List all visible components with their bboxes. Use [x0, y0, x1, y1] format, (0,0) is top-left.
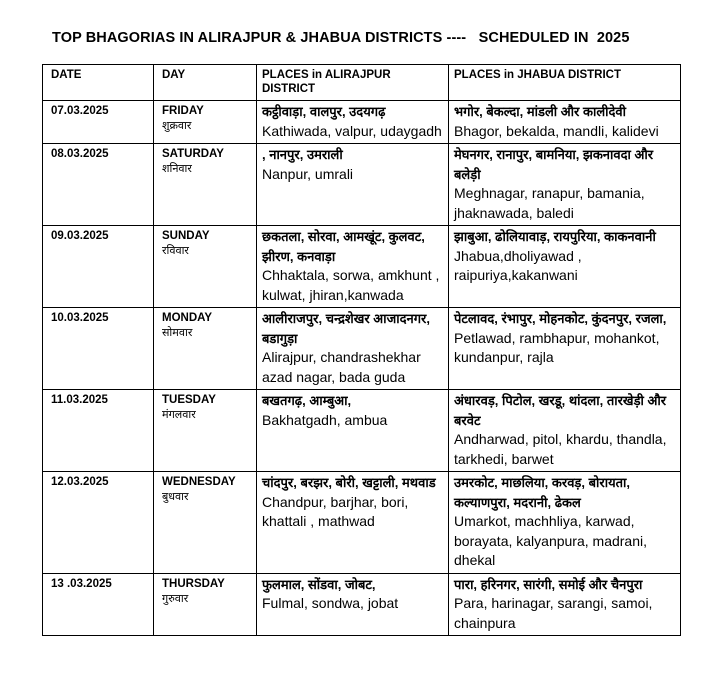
day-cell	[154, 144, 257, 226]
day-hindi: रविवार	[162, 245, 189, 257]
date-cell	[43, 144, 154, 226]
alirajpur-places-hindi: आलीराजपुर, चन्द्रशेखर आजादनगर, बडागुड़ा	[262, 311, 430, 346]
jhabua-places-cell	[449, 226, 681, 308]
day-cell	[154, 101, 257, 144]
day-english: WEDNESDAY	[162, 476, 236, 488]
alirajpur-places-hindi: , नानपुर, उमराली	[262, 147, 343, 162]
jhabua-places-hindi: मेघनगर, रानापुर, बामनिया, झकनावदा और बलेड़ी	[454, 147, 654, 182]
jhabua-places-english: Meghnagar, ranapur, bamania, jhaknawada, baledi	[454, 185, 645, 221]
jhabua-places-hindi: भगोर, बेकल्दा, मांडली और कालीदेवी	[454, 104, 627, 119]
day-english: THURSDAY	[162, 577, 225, 590]
header-day: DAY	[154, 65, 257, 101]
jhabua-places-hindi: अंधारवड़, पिटोल, खरडू, थांदला, तारखेड़ी और बरवेट	[454, 393, 667, 428]
alirajpur-places-cell	[257, 101, 449, 144]
jhabua-places-cell	[449, 390, 681, 472]
day-cell	[154, 472, 257, 574]
jhabua-places-english: Para, harinagar, sarangi, samoi, chainpura	[454, 595, 653, 631]
date-cell	[43, 308, 154, 390]
page-title: TOP BHAGORIAS IN ALIRAJPUR & JHABUA DISTRICTS ---- SCHEDULED IN 2025	[52, 30, 630, 46]
alirajpur-places-hindi: छकतला, सोरवा, आमखूंट, कुलवट, झीरण, कनवाड़ा	[262, 229, 425, 264]
date-text: 13 .03.2025	[51, 577, 112, 590]
jhabua-places-cell	[449, 472, 681, 574]
jhabua-places-hindi: पारा, हरिनगर, सारंगी, समोई और चैनपुरा	[454, 576, 643, 592]
date-text: 08.03.2025	[51, 148, 109, 160]
date-text: 09.03.2025	[51, 230, 109, 242]
day-english: SUNDAY	[162, 230, 210, 242]
jhabua-places-hindi: उमरकोट, माछलिया, करवड़, बोरायता, कल्याणपुरा, मदरानी, ढेकल	[454, 475, 631, 510]
alirajpur-places-hindi: बखतगढ़, आम्बुआ,	[262, 393, 352, 408]
date-cell	[43, 390, 154, 472]
day-english: MONDAY	[162, 312, 213, 324]
day-hindi: सोमवार	[162, 327, 193, 339]
header-date: DATE	[43, 65, 154, 101]
table-row	[43, 226, 681, 308]
day-hindi: शनिवार	[162, 163, 192, 175]
day-cell	[154, 390, 257, 472]
table-row	[43, 472, 681, 574]
table-row	[43, 308, 681, 390]
alirajpur-places-cell	[257, 390, 449, 472]
jhabua-places-hindi: झाबुआ, ढोलियावाड़, रायपुरिया, काकनवानी	[454, 229, 656, 244]
alirajpur-places-cell	[257, 144, 449, 226]
alirajpur-places-cell	[257, 472, 449, 574]
day-cell	[154, 573, 257, 636]
day-english: FRIDAY	[162, 105, 204, 117]
table-row	[43, 573, 681, 636]
alirajpur-places-english: Alirajpur, chandrashekhar azad nagar, bada guda	[262, 349, 421, 385]
alirajpur-places-english: Chhaktala, sorwa, amkhunt , kulwat, jhiran,kanwada	[262, 267, 440, 303]
table-row	[43, 144, 681, 226]
jhabua-places-english: Jhabua,dholiyawad , raipuriya,kakanwani	[454, 247, 582, 283]
date-text: 10.03.2025	[51, 312, 109, 324]
day-cell	[154, 308, 257, 390]
day-hindi: मंगलवार	[162, 409, 196, 421]
table-row	[43, 390, 681, 472]
jhabua-places-hindi: पेटलावद, रंभापुर, मोहनकोट, कुंदनपुर, रजला,	[454, 311, 667, 326]
day-hindi: बुधवार	[162, 491, 189, 503]
day-hindi: गुरुवार	[162, 592, 189, 605]
alirajpur-places-cell	[257, 573, 449, 636]
day-hindi: शुक्रवार	[162, 120, 192, 132]
alirajpur-places-english: Chandpur, barjhar, bori, khattali , mathwad	[262, 493, 409, 529]
jhabua-places-english: Bhagor, bekalda, mandli, kalidevi	[454, 122, 659, 139]
jhabua-places-cell	[449, 573, 681, 636]
header-alirajpur: PLACES in ALIRAJPUR DISTRICT	[257, 65, 449, 101]
jhabua-places-cell	[449, 144, 681, 226]
alirajpur-places-hindi: कट्ठीवाड़ा, वालपुर, उदयगढ़	[262, 104, 386, 119]
day-english: SATURDAY	[162, 148, 224, 160]
day-cell	[154, 226, 257, 308]
jhabua-places-english: Andharwad, pitol, khardu, thandla, tarkhedi, barwet	[454, 431, 667, 467]
alirajpur-places-hindi: फुलमाल, सोंडवा, जोबट,	[262, 576, 376, 592]
date-text: 07.03.2025	[51, 105, 109, 117]
alirajpur-places-english: Bakhatgadh, ambua	[262, 411, 388, 428]
date-cell	[43, 101, 154, 144]
date-cell	[43, 226, 154, 308]
date-text: 11.03.2025	[51, 394, 108, 406]
jhabua-places-cell	[449, 101, 681, 144]
jhabua-places-cell	[449, 308, 681, 390]
schedule-table	[42, 64, 681, 636]
date-cell	[43, 472, 154, 574]
jhabua-places-english: Petlawad, rambhapur, mohankot, kundanpur, rajla	[454, 329, 660, 365]
alirajpur-places-english: Nanpur, umrali	[262, 165, 354, 182]
alirajpur-places-hindi: चांदपुर, बरझर, बोरी, खट्टाली, मथवाड	[262, 475, 436, 490]
alirajpur-places-cell	[257, 226, 449, 308]
date-text: 12.03.2025	[51, 476, 109, 488]
header-row	[43, 65, 681, 101]
alirajpur-places-english: Kathiwada, valpur, udaygadh	[262, 122, 442, 139]
alirajpur-places-english: Fulmal, sondwa, jobat	[262, 595, 399, 611]
header-jhabua: PLACES in JHABUA DISTRICT	[449, 65, 681, 101]
jhabua-places-english: Umarkot, machhliya, karwad, borayata, kalyanpura, madrani, dhekal	[454, 513, 647, 568]
date-cell	[43, 573, 154, 636]
alirajpur-places-cell	[257, 308, 449, 390]
table-row	[43, 101, 681, 144]
day-english: TUESDAY	[162, 394, 216, 406]
